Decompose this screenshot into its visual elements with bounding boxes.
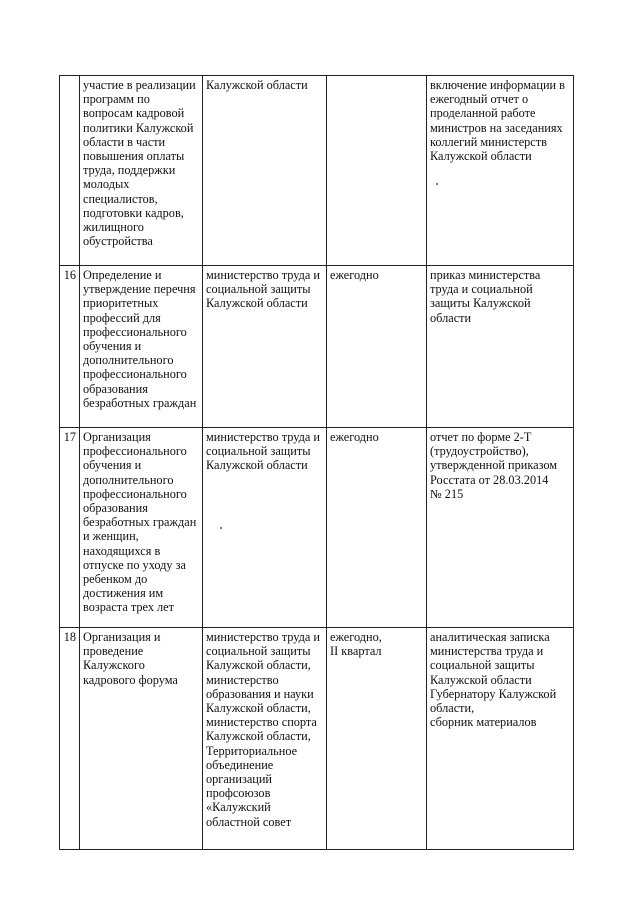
responsible-cell: Калужской области: [203, 76, 327, 266]
table-row: [60, 76, 574, 266]
result-cell: приказ министерства труда и социальной защиты Калужской области: [427, 266, 574, 428]
result-cell: отчет по форме 2-Т (трудоустройство), утвержденной приказом Росстата от 28.03.2014 № 215: [427, 428, 574, 628]
activity-cell: участие в реализации программ по вопросам кадровой политики Калужской области в части повышения оплаты труда, поддержки молодых специалистов, подготовки кадров, жилищного обустройства: [80, 76, 203, 266]
table-row: [60, 628, 574, 850]
row-number: 17: [60, 428, 80, 628]
activity-cell: Организация и проведение Калужского кадрового форума: [80, 628, 203, 850]
table-row: [60, 428, 574, 628]
responsible-cell: министерство труда и социальной защиты Калужской области: [203, 266, 327, 428]
term-cell: ежегодно: [327, 428, 427, 628]
activity-cell: Организация профессионального обучения и дополнительного профессионального образования безработных граждан и женщин, находящихся в отпуске по уходу за ребенком до достижения им возраста трех лет: [80, 428, 203, 628]
row-number: 18: [60, 628, 80, 850]
result-cell: аналитическая записка министерства труда и социальной защиты Калужской области Губернатору Калужской области, сборник материалов: [427, 628, 574, 850]
activity-cell: Определение и утверждение перечня приоритетных профессий для профессионального обучения и дополнительного профессионального образования безработных граждан: [80, 266, 203, 428]
term-cell: [327, 76, 427, 266]
scan-speck: [436, 183, 438, 185]
table-row: [60, 266, 574, 428]
term-cell: ежегодно, II квартал: [327, 628, 427, 850]
responsible-cell: министерство труда и социальной защиты Калужской области, министерство образования и науки Калужской области, министерство спорта Калужской области, Территориальное объединение организаций профсоюзов «Калужский областной совет: [203, 628, 327, 850]
term-cell: ежегодно: [327, 266, 427, 428]
plan-table: [59, 75, 574, 850]
responsible-cell: министерство труда и социальной защиты Калужской области: [203, 428, 327, 628]
row-number: 16: [60, 266, 80, 428]
row-number: [60, 76, 80, 266]
scan-speck: [220, 527, 222, 529]
result-cell: включение информации в ежегодный отчет о проделанной работе министров на заседаниях коллегий министерств Калужской области: [427, 76, 574, 266]
